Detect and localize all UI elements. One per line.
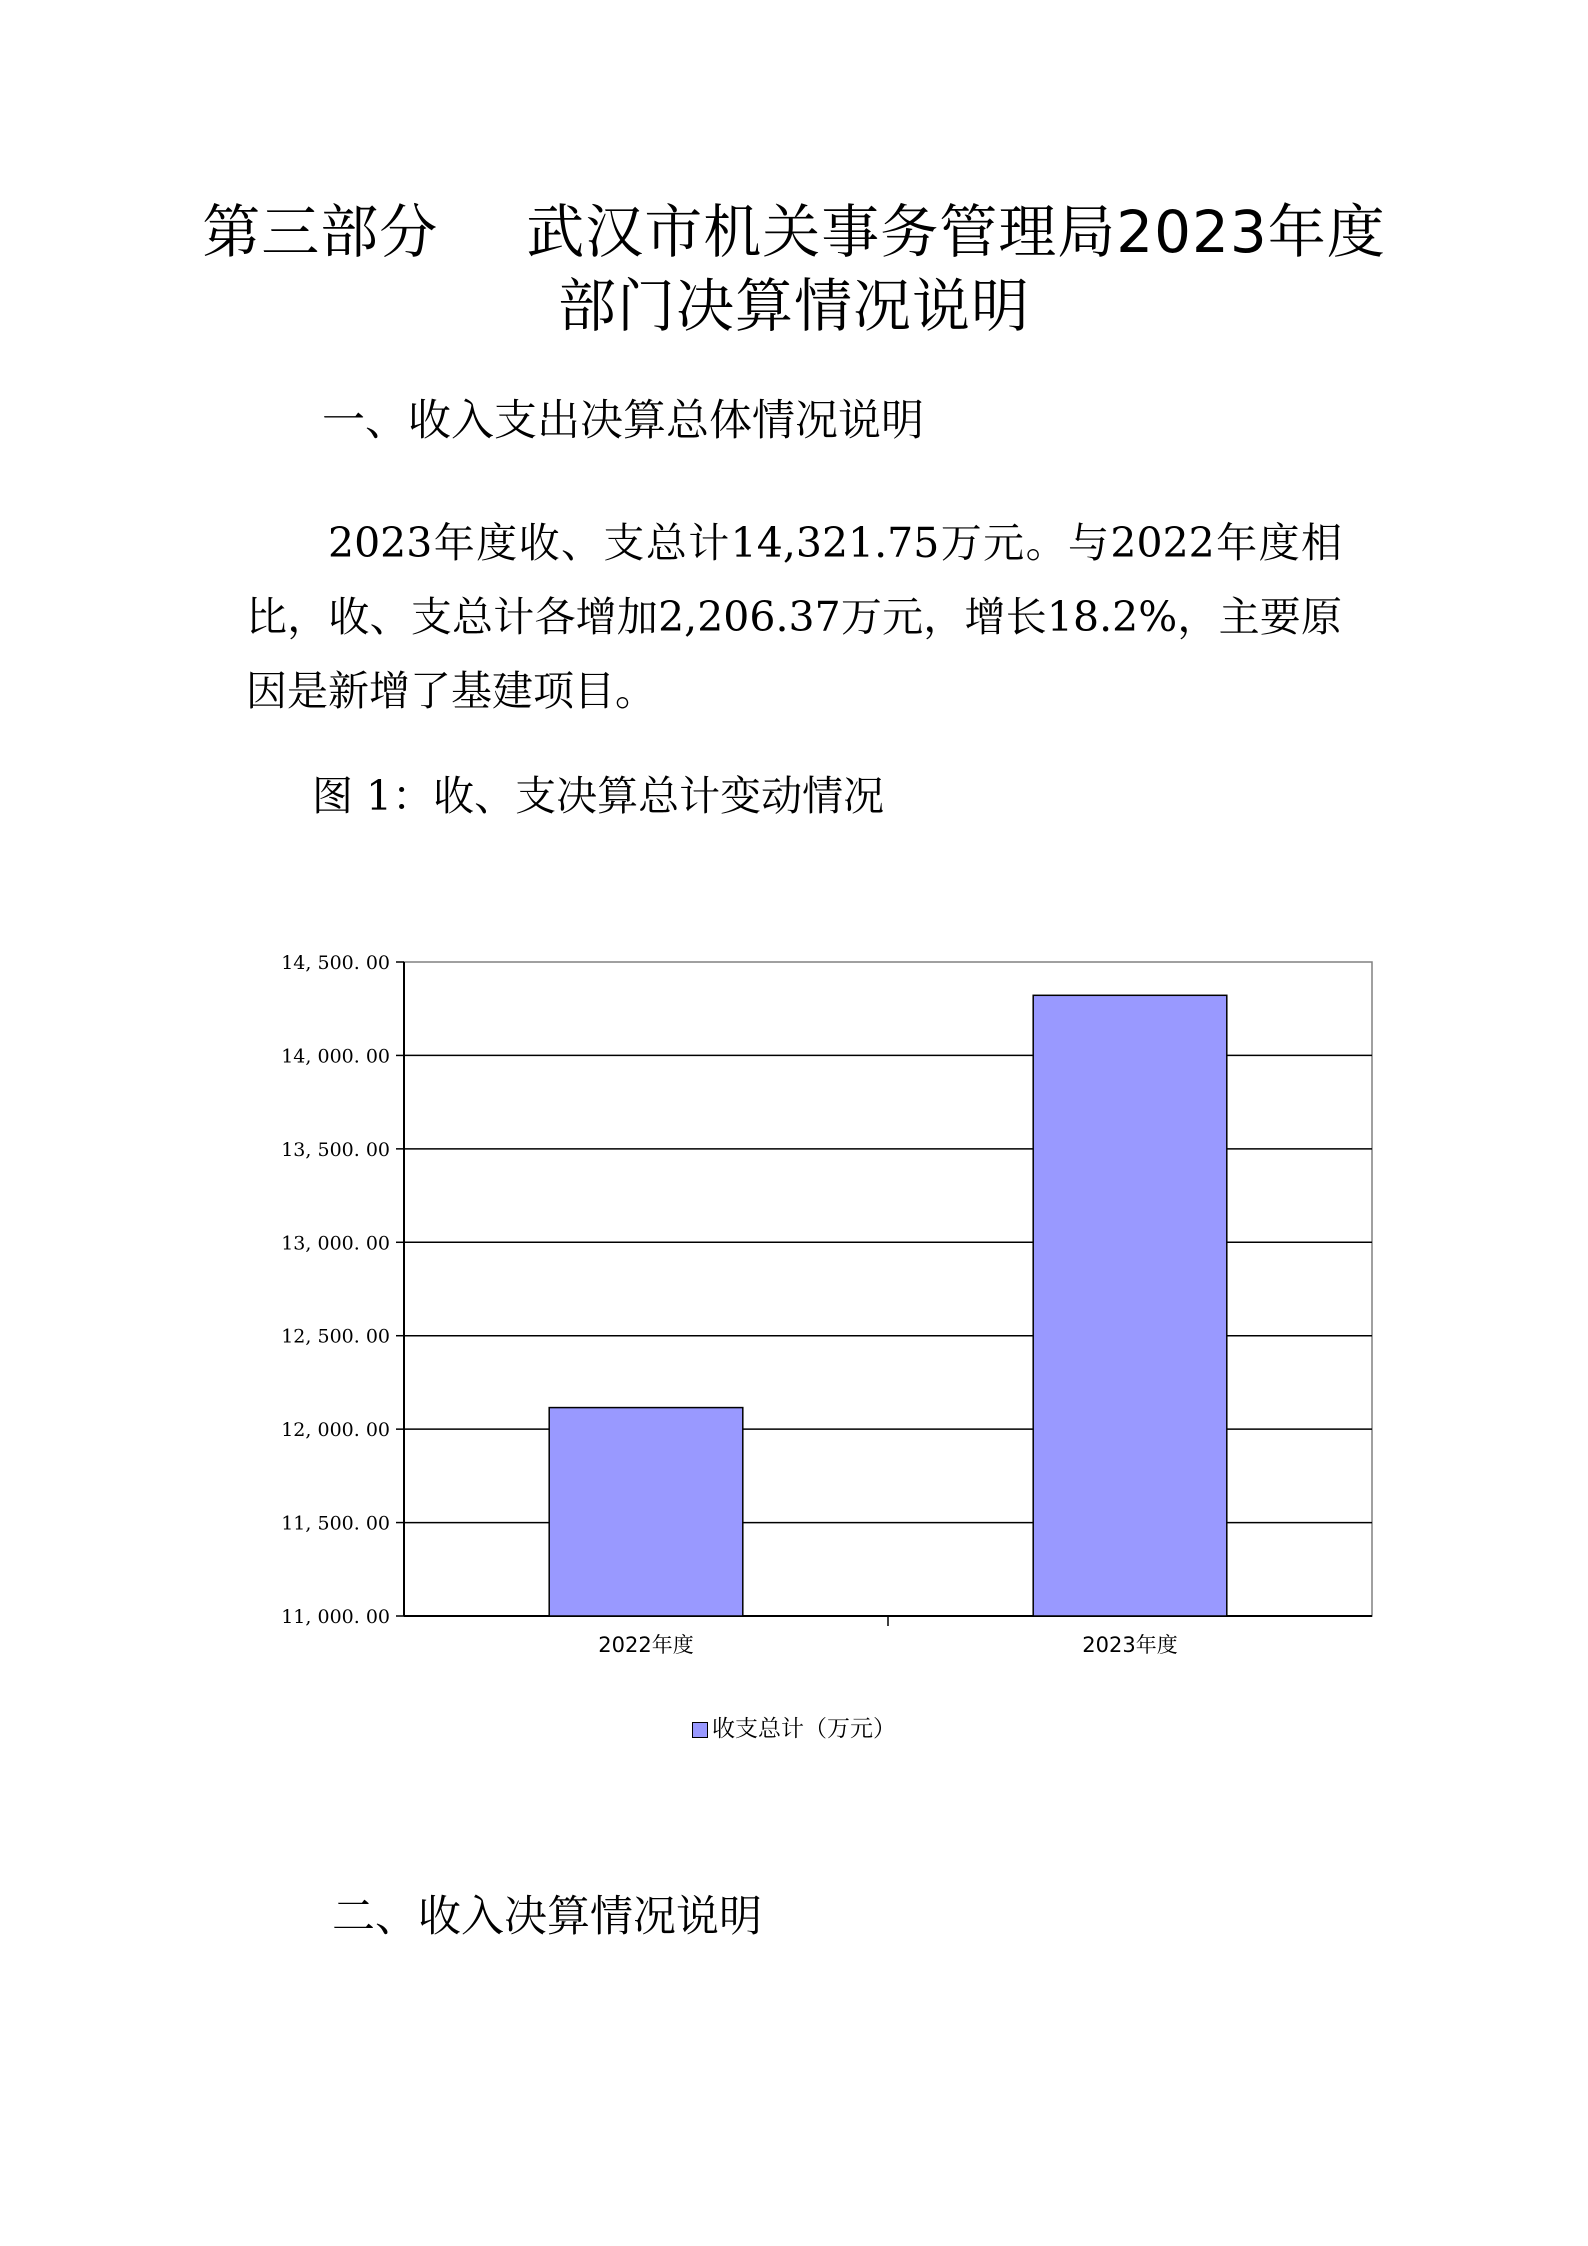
y-tick-label: 13, 000. 00 (281, 1232, 390, 1255)
figure-caption: 图 1：收、支决算总计变动情况 (312, 772, 885, 820)
x-tick-label: 2022年度 (598, 1633, 694, 1657)
y-tick-label: 12, 000. 00 (281, 1419, 390, 1442)
bar-chart (260, 930, 1380, 1670)
bar (549, 1408, 743, 1616)
y-tick-label: 14, 000. 00 (281, 1045, 390, 1068)
y-tick-label: 11, 000. 00 (281, 1606, 390, 1628)
legend-label: 收支总计（万元） (712, 1716, 896, 1742)
section1-heading: 一、收入支出决算总体情况说明 (322, 396, 924, 446)
y-tick-label: 12, 500. 00 (281, 1325, 390, 1348)
chart-legend (0, 1716, 1588, 1744)
bar (1033, 995, 1227, 1616)
legend-swatch (692, 1722, 708, 1738)
title-main-text: 武汉市机关事务管理局2023年度 (526, 198, 1386, 266)
section2-heading: 二、收入决算情况说明 (332, 1892, 762, 1942)
y-tick-label: 14, 500. 00 (281, 952, 390, 974)
y-tick-label: 13, 500. 00 (281, 1138, 390, 1161)
title-part-label: 第三部分 (202, 198, 439, 266)
x-tick-label: 2023年度 (1082, 1633, 1178, 1657)
section1-paragraph: 2023年度收、支总计14,321.75万元。与2022年度相比，收、支总计各增加2,206.37万元，增长18.2%，主要原因是新增了基建项目。 (246, 519, 1342, 715)
document-title-line1 (0, 198, 1588, 268)
y-tick-label: 11, 500. 00 (281, 1512, 390, 1535)
document-title-line2: 部门决算情况说明 (557, 272, 1030, 340)
